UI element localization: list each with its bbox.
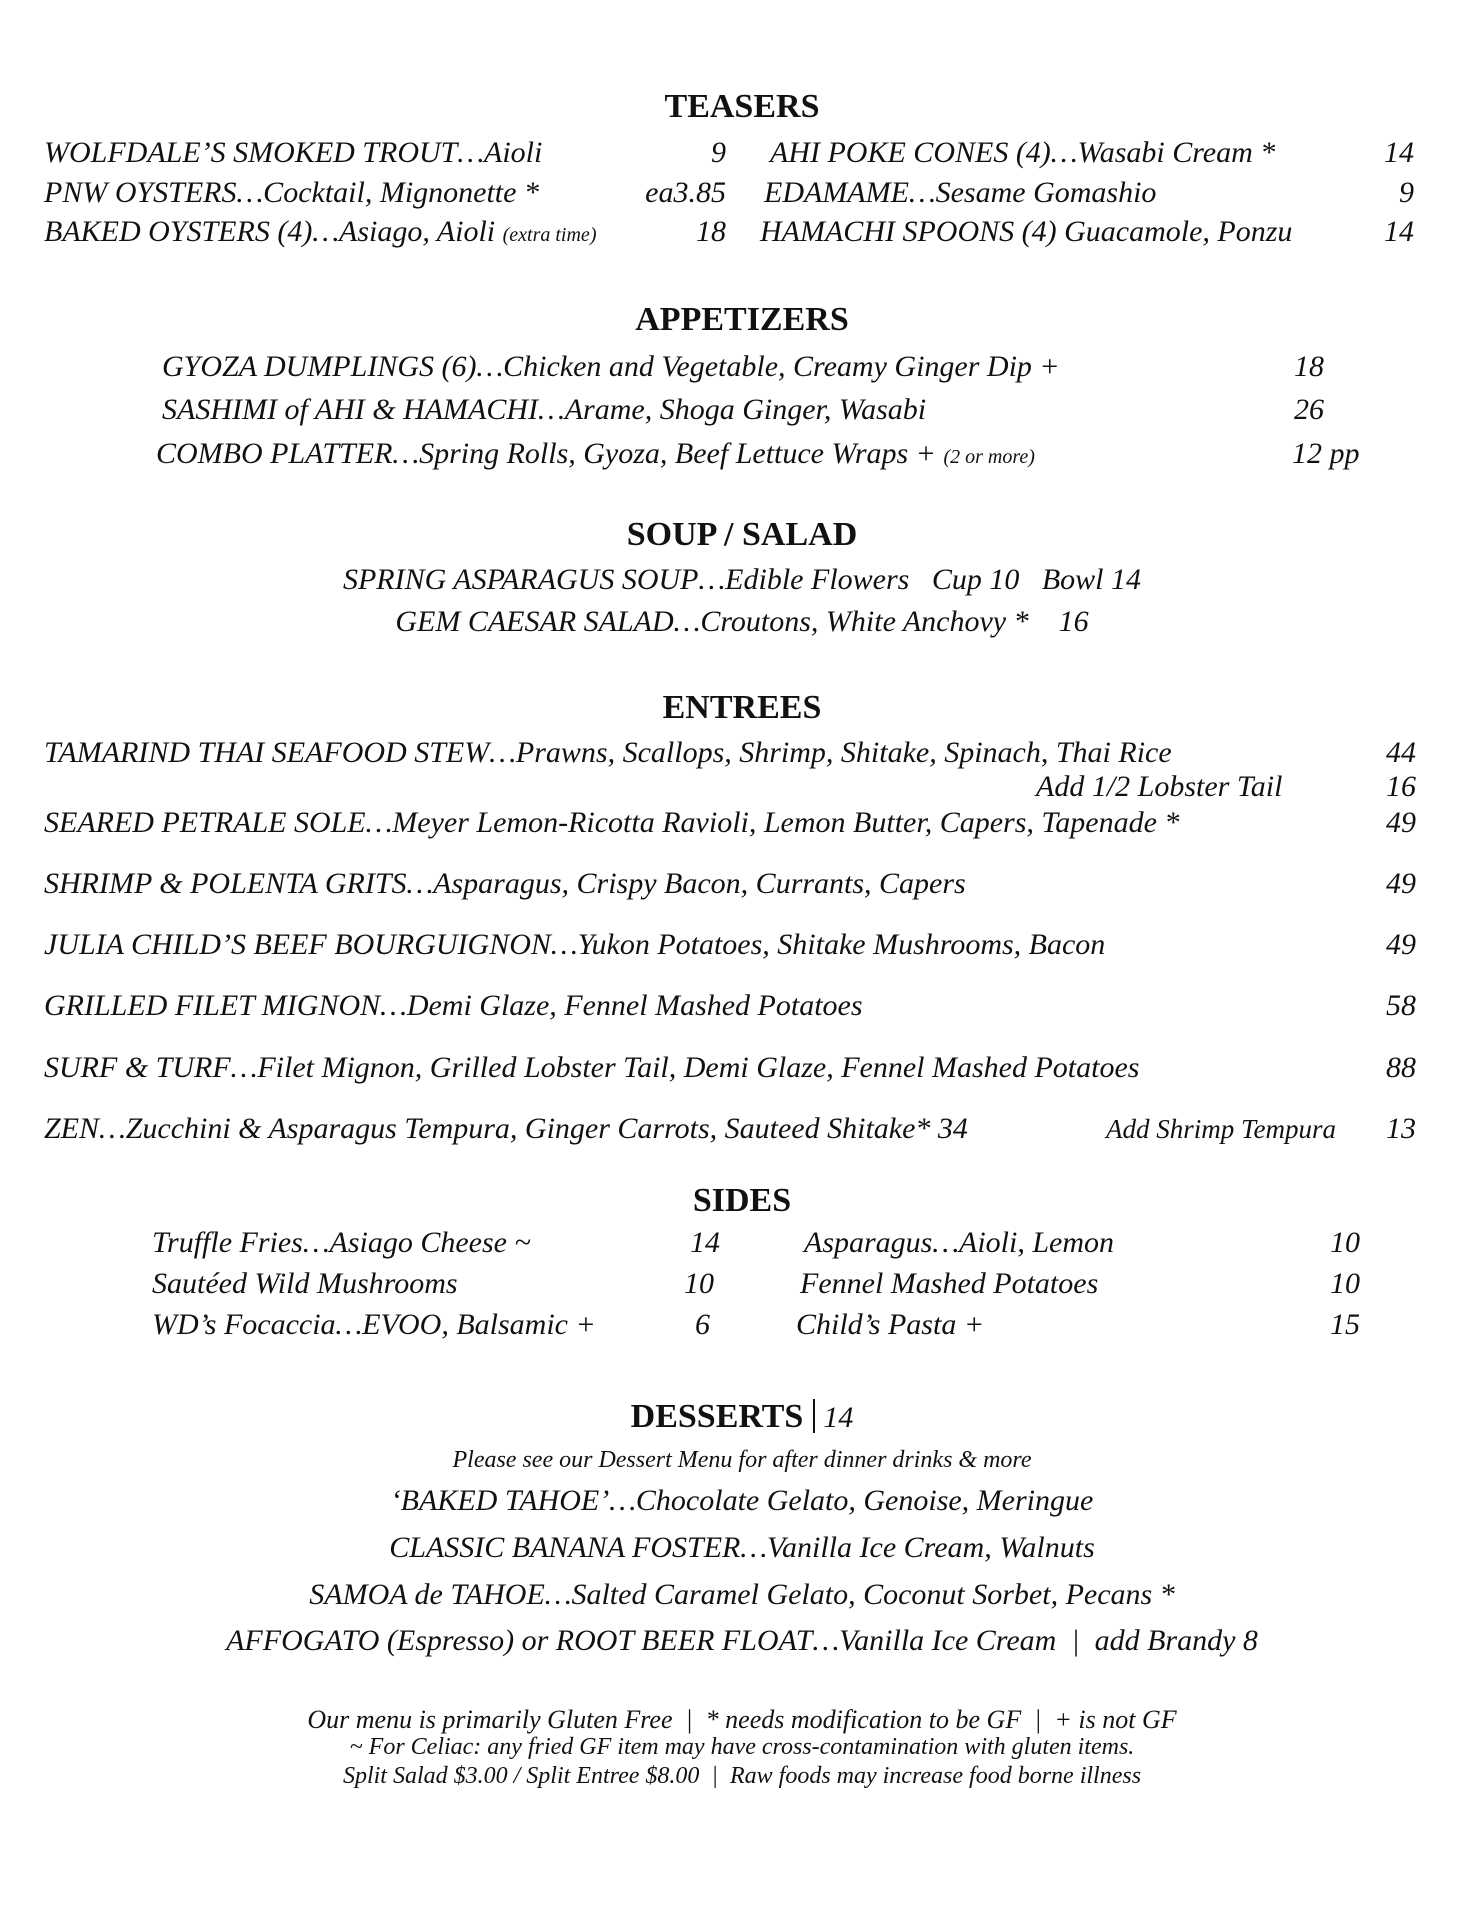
entree-item-name: GRILLED FILET MIGNON…Demi Glaze, Fennel Mashed Potatoes: [44, 989, 863, 1022]
teaser-item-name: WOLFDALE’S SMOKED TROUT…Aioli: [44, 136, 543, 169]
entree-item-name: TAMARIND THAI SEAFOOD STEW…Prawns, Scallops, Shrimp, Shitake, Spinach, Thai Rice: [44, 736, 1172, 769]
entree-item-price: 49: [1386, 928, 1416, 961]
desserts-header: [0, 1398, 1484, 1436]
entree-item-name: ZEN…Zucchini & Asparagus Tempura, Ginger Carrots, Sauteed Shitake* 34: [44, 1112, 968, 1145]
side-item-name: Truffle Fries…Asiago Cheese ~: [152, 1226, 531, 1259]
appetizer-item-price: 26: [1294, 393, 1324, 426]
entree-item-name: SEARED PETRALE SOLE…Meyer Lemon-Ricotta Ravioli, Lemon Butter, Capers, Tapenade *: [44, 806, 1180, 839]
side-item-price: 6: [695, 1308, 710, 1341]
entree-item-name: JULIA CHILD’S BEEF BOURGUIGNON…Yukon Potatoes, Shitake Mushrooms, Bacon: [44, 928, 1106, 961]
sides-heading: SIDES: [692, 1182, 792, 1219]
side-item-name: Child’s Pasta +: [796, 1308, 985, 1341]
side-item-name: Asparagus…Aioli, Lemon: [804, 1226, 1115, 1259]
dessert-item: CLASSIC BANANA FOSTER…Vanilla Ice Cream, Walnuts: [389, 1531, 1095, 1564]
side-item-price: 10: [1330, 1226, 1360, 1259]
appetizers-heading: APPETIZERS: [635, 301, 849, 338]
teaser-item-price: ea3.85: [645, 176, 726, 209]
teaser-item-name: PNW OYSTERS…Cocktail, Mignonette *: [44, 176, 539, 209]
footer-line: ~ For Celiac: any fried GF item may have cross-contamination with gluten items.: [349, 1734, 1135, 1760]
dessert-item: AFFOGATO (Espresso) or ROOT BEER FLOAT…Vanilla Ice Cream | add Brandy 8: [226, 1624, 1258, 1657]
desserts-price: 14: [823, 1401, 854, 1434]
teaser-item-name: AHI POKE CONES (4)…Wasabi Cream *: [770, 136, 1276, 169]
appetizer-item-name: [156, 437, 1035, 471]
appetizer-item-name: GYOZA DUMPLINGS (6)…Chicken and Vegetable, Creamy Ginger Dip +: [162, 350, 1060, 383]
entree-item-name: SURF & TURF…Filet Mignon, Grilled Lobster Tail, Demi Glaze, Fennel Mashed Potatoes: [44, 1051, 1140, 1084]
appetizer-item-note: (2 or more): [943, 446, 1035, 468]
teaser-item-price: 18: [696, 215, 726, 248]
desserts-heading: DESSERTS: [630, 1398, 804, 1435]
dessert-item: SAMOA de TAHOE…Salted Caramel Gelato, Coconut Sorbet, Pecans *: [309, 1578, 1175, 1611]
side-item-price: 15: [1330, 1308, 1360, 1341]
side-item-price: 10: [1330, 1267, 1360, 1300]
teaser-item-price: 14: [1384, 136, 1414, 169]
entree-addon-price: 13: [1386, 1112, 1416, 1145]
teaser-item-name: EDAMAME…Sesame Gomashio: [764, 176, 1157, 209]
appetizer-item-price: 12 pp: [1292, 437, 1360, 470]
appetizer-item-price: 18: [1294, 350, 1324, 383]
dessert-item: ‘BAKED TAHOE’…Chocolate Gelato, Genoise, Meringue: [390, 1484, 1094, 1517]
teaser-item-price: 9: [711, 136, 726, 169]
side-item-name: Fennel Mashed Potatoes: [800, 1267, 1099, 1300]
entree-item-price: 49: [1386, 806, 1416, 839]
teaser-item-name: HAMACHI SPOONS (4) Guacamole, Ponzu: [760, 215, 1293, 248]
entree-item-price: 49: [1386, 867, 1416, 900]
entree-addon-name: Add 1/2 Lobster Tail: [1036, 770, 1283, 803]
teaser-item-note: (extra time): [502, 224, 597, 246]
entree-item-price: 44: [1386, 736, 1416, 769]
entree-item-name: SHRIMP & POLENTA GRITS…Asparagus, Crispy Bacon, Currants, Capers: [44, 867, 966, 900]
appetizer-item-name-text: COMBO PLATTER…Spring Rolls, Gyoza, Beef Lettuce Wraps +: [156, 437, 936, 470]
footer-line: Split Salad $3.00 / Split Entree $8.00 | Raw foods may increase food borne illness: [342, 1763, 1142, 1789]
salad-item: GEM CAESAR SALAD…Croutons, White Anchovy * 16: [395, 605, 1089, 638]
entree-addon-name: Add Shrimp Tempura: [1106, 1114, 1337, 1144]
side-item-name: Sautéed Wild Mushrooms: [152, 1267, 458, 1300]
entrees-heading: ENTREES: [662, 689, 822, 726]
teaser-item-price: 14: [1384, 215, 1414, 248]
soup-item: SPRING ASPARAGUS SOUP…Edible Flowers Cup 10 Bowl 14: [342, 563, 1142, 596]
appetizer-item-name: SASHIMI of AHI & HAMACHI…Arame, Shoga Ginger, Wasabi: [162, 393, 927, 426]
side-item-price: 14: [690, 1226, 720, 1259]
entree-item-price: 88: [1386, 1051, 1416, 1084]
teaser-item-price: 9: [1399, 176, 1414, 209]
soup-salad-heading: SOUP / SALAD: [626, 516, 858, 553]
teaser-item-name-text: BAKED OYSTERS (4)…Asiago, Aioli: [44, 215, 496, 248]
entree-item-price: 58: [1386, 989, 1416, 1022]
desserts-subtitle: Please see our Dessert Menu for after dinner drinks & more: [452, 1447, 1032, 1473]
entree-addon-price: 16: [1386, 770, 1416, 803]
footer-line: Our menu is primarily Gluten Free | * needs modification to be GF | + is not GF: [307, 1705, 1177, 1734]
teasers-heading: TEASERS: [664, 88, 820, 125]
side-item-price: 10: [684, 1267, 714, 1300]
divider: [813, 1399, 815, 1433]
side-item-name: WD’s Focaccia…EVOO, Balsamic +: [152, 1308, 596, 1341]
teaser-item-name: [44, 215, 596, 249]
